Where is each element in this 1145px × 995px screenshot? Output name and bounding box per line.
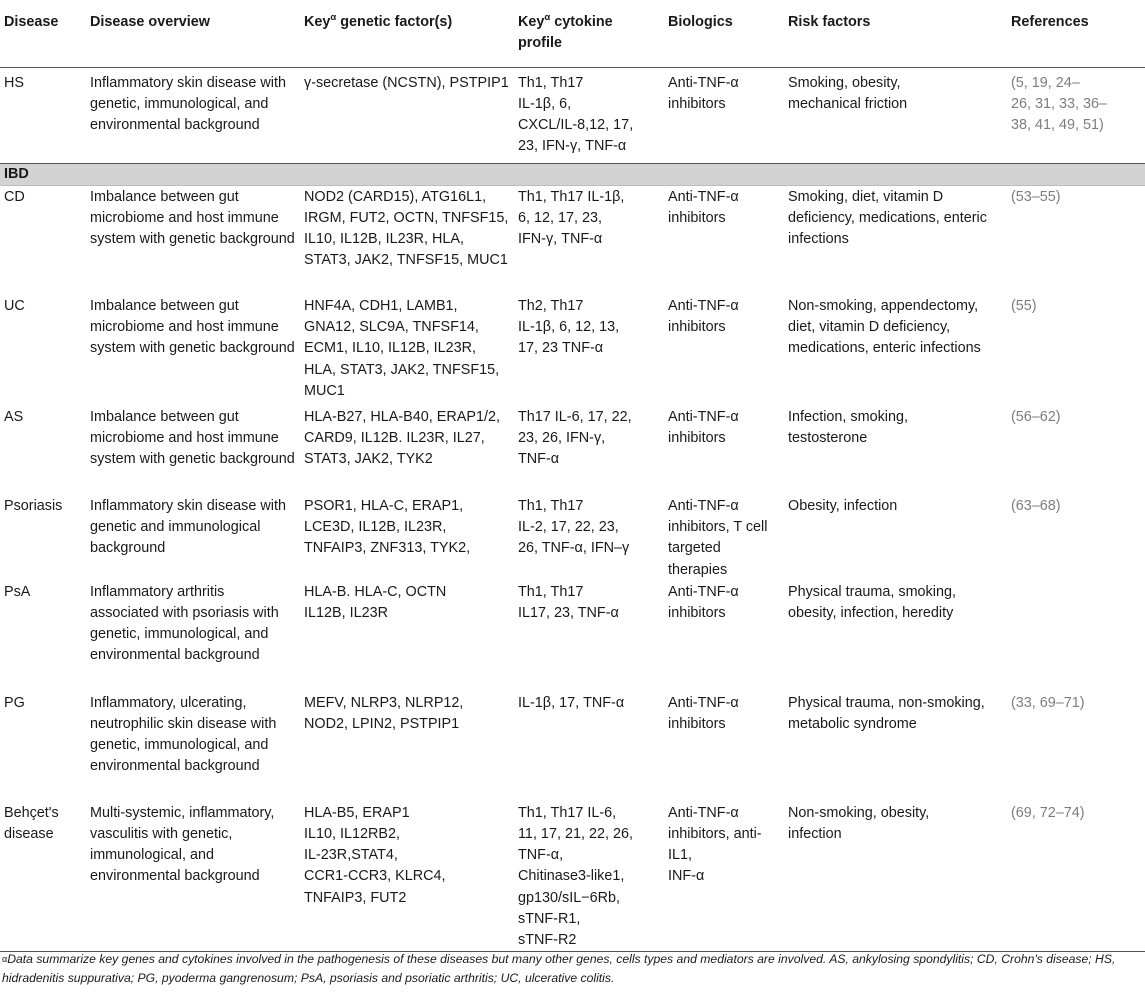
- cell-risk: Smoking, obesity, mechanical friction: [788, 74, 908, 112]
- table-row: [0, 495, 1145, 581]
- cell-risk: Physical trauma, smoking, obesity, infection, heredity: [788, 583, 956, 622]
- table-row: [0, 802, 1145, 952]
- cell-overview: Imbalance between gut microbiome and host immune system with genetic background: [90, 298, 295, 357]
- cell-disease: AS: [4, 409, 24, 425]
- cell-risk: Non-smoking, appendectomy, diet, vitamin D deficiency, medications, enteric infections: [788, 298, 981, 357]
- table-row: [0, 67, 1145, 163]
- cell-disease: HS: [4, 74, 24, 91]
- cell-genetic: MEFV, NLRP3, NLRP12, NOD2, LPIN2, PSTPIP1: [304, 694, 464, 733]
- cell-disease: CD: [4, 188, 25, 205]
- cell-genetic: NOD2 (CARD15), ATG16L1, IRGM, FUT2, OCTN, TNFSF15, IL10, IL12B, IL23R, HLA, STAT3, JAK2, TNFSF15, MUC1: [304, 188, 509, 269]
- table-row: [0, 295, 1145, 406]
- cell-references: (63–68): [1011, 498, 1061, 514]
- cell-cytokine: IL-1β, 17, TNF-α: [518, 694, 625, 711]
- cell-references: [1007, 581, 1145, 692]
- cell-risk: Infection, smoking, testosterone: [788, 409, 908, 447]
- header-biologics: Biologics: [664, 0, 784, 67]
- cell-overview: Inflammatory skin disease with genetic and immunological background: [90, 498, 286, 557]
- cell-biologics: Anti-TNF-α inhibitors, T cell targeted therapies: [668, 498, 768, 578]
- cell-cytokine: Th2, Th17 IL-1β, 6, 12, 13, 17, 23 TNF-α: [518, 298, 620, 357]
- cell-cytokine: Th1, Th17 IL-6, 11, 17, 21, 22, 26, TNF-α, Chitinase3-like1, gp130/sIL−6Rb, sTNF-R1, sTNF-R2: [518, 804, 633, 949]
- header-genetic: [300, 0, 514, 67]
- cell-overview: Imbalance between gut microbiome and host immune system with genetic background: [90, 188, 295, 247]
- cell-cytokine: Th1, Th17 IL-2, 17, 22, 23, 26, TNF-α, IFN–γ: [518, 498, 630, 557]
- cell-overview: Inflammatory, ulcerating, neutrophilic skin disease with genetic, immunological, and environmental background: [90, 694, 277, 775]
- cell-risk: Smoking, diet, vitamin D deficiency, medications, enteric infections: [788, 188, 987, 247]
- cell-references: (53–55): [1011, 188, 1061, 205]
- cell-disease: Psoriasis: [4, 498, 63, 514]
- cell-disease: Behçet's disease: [4, 804, 59, 843]
- cell-biologics: Anti-TNF-α inhibitors: [668, 583, 739, 622]
- cell-genetic: γ-secretase (NCSTN), PSTPIP1: [304, 74, 509, 91]
- cell-overview: Multi-systemic, inflammatory, vasculitis with genetic, immunological, and environmental background: [90, 804, 275, 885]
- cell-genetic: PSOR1, HLA-C, ERAP1, LCE3D, IL12B, IL23R, TNFAIP3, ZNF313, TYK2,: [304, 498, 471, 557]
- header-cytokine-text: cytokine profile: [518, 14, 613, 52]
- footnote: [2, 950, 1142, 988]
- cell-overview: Imbalance between gut microbiome and host immune system with genetic background: [90, 409, 295, 468]
- footnote-marker: α: [2, 954, 8, 964]
- cell-references: (56–62): [1011, 409, 1061, 425]
- cell-references: (33, 69–71): [1011, 694, 1085, 711]
- header-cytokine-key: Key: [518, 14, 545, 30]
- footnote-text: Data summarize key genes and cytokines involved in the pathogenesis of these diseases but many other genes, cells types and mediators are involved. AS, ankylosing spondylitis; CD, Crohn's disease; HS, hidradenitis suppurativa; PG, pyoderma gangrenosum; PsA, psoriasis and psoriatic arthritis; UC, ulcerative colitis.: [2, 952, 1116, 985]
- group-label: IBD: [0, 163, 1145, 185]
- header-references: References: [1007, 0, 1145, 67]
- cell-biologics: Anti-TNF-α inhibitors, anti-IL1, INF-α: [668, 804, 762, 885]
- cell-biologics: Anti-TNF-α inhibitors: [668, 74, 739, 112]
- cell-cytokine: Th1, Th17 IL-1β, 6, 12, 17, 23, IFN-γ, TNF-α: [518, 188, 625, 247]
- cell-disease: UC: [4, 298, 25, 314]
- cell-biologics: Anti-TNF-α inhibitors: [668, 188, 739, 226]
- header-genetic-key: Key: [304, 14, 331, 30]
- table-row: [0, 581, 1145, 692]
- cell-disease: PsA: [4, 583, 31, 600]
- cell-cytokine: Th17 IL-6, 17, 22, 23, 26, IFN-γ, TNF-α: [518, 409, 632, 468]
- cell-genetic: HNF4A, CDH1, LAMB1, GNA12, SLC9A, TNFSF14, ECM1, IL10, IL12B, IL23R, HLA, STAT3, JAK2, TNFSF15, MUC1: [304, 298, 500, 399]
- cell-cytokine: Th1, Th17 IL17, 23, TNF-α: [518, 583, 619, 622]
- header-disease: Disease: [0, 0, 86, 67]
- group-row-ibd: [0, 163, 1145, 185]
- cell-risk: Physical trauma, non-smoking, metabolic syndrome: [788, 694, 985, 733]
- cell-genetic: HLA-B. HLA-C, OCTN IL12B, IL23R: [304, 583, 447, 622]
- table-row: [0, 406, 1145, 495]
- cell-cytokine: Th1, Th17 IL-1β, 6, CXCL/IL-8,12, 17, 23, IFN-γ, TNF-α: [518, 74, 634, 155]
- cell-overview: Inflammatory arthritis associated with psoriasis with genetic, immunological, and environmental background: [90, 583, 279, 664]
- table-row: [0, 692, 1145, 802]
- table-row: [0, 185, 1145, 295]
- cell-overview: Inflammatory skin disease with genetic, immunological, and environmental background: [90, 74, 286, 133]
- cell-references: (69, 72–74): [1011, 804, 1085, 821]
- cell-biologics: Anti-TNF-α inhibitors: [668, 298, 739, 336]
- cell-risk: Non-smoking, obesity, infection: [788, 804, 930, 843]
- header-cytokine-alpha: α: [544, 12, 551, 24]
- header-cytokine: [514, 0, 664, 67]
- header-risk: Risk factors: [784, 0, 1007, 67]
- table-body: [0, 67, 1145, 952]
- cell-genetic: HLA-B5, ERAP1 IL10, IL12RB2, IL-23R,STAT4, CCR1-CCR3, KLRC4, TNFAIP3, FUT2: [304, 804, 446, 906]
- cell-risk: Obesity, infection: [788, 498, 898, 514]
- header-row: [0, 0, 1145, 67]
- cell-disease: PG: [4, 694, 25, 711]
- header-genetic-alpha: α: [330, 12, 337, 24]
- cell-references: (5, 19, 24– 26, 31, 33, 36– 38, 41, 49, 51): [1011, 74, 1108, 133]
- cell-biologics: Anti-TNF-α inhibitors: [668, 409, 739, 447]
- cell-genetic: HLA-B27, HLA-B40, ERAP1/2, CARD9, IL12B. IL23R, IL27, STAT3, JAK2, TYK2: [304, 409, 500, 468]
- header-genetic-text: genetic factor(s): [336, 14, 453, 30]
- cell-biologics: Anti-TNF-α inhibitors: [668, 694, 739, 733]
- header-overview: Disease overview: [86, 0, 300, 67]
- cell-references: (55): [1011, 298, 1037, 314]
